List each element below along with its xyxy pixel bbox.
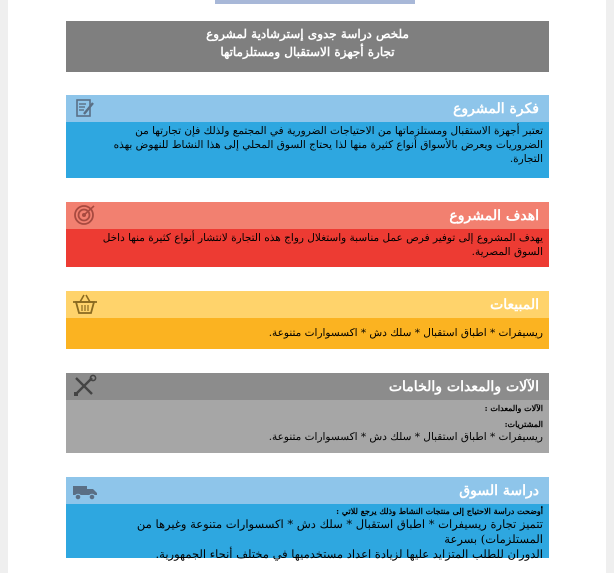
sales-line-1: ريسيفرات * اطباق استقبال * سلك دش * اكسسوارات متنوعة. xyxy=(268,327,543,339)
document-header xyxy=(66,21,549,72)
truck-icon xyxy=(70,478,100,502)
idea-line-1: تعتبر أجهزة الاستقبال ومستلزماتها من الاحتياجات الضرورية في المجتمع ولذلك فإن تجارتها من xyxy=(135,125,543,137)
header-line-1: ملخص دراسة جدوى إسترشادية لمشروع xyxy=(206,27,409,41)
market-line-2: الدوران للطلب المتزايد عليها لزيادة اعداد مستخدميها في مختلف أنحاء الجمهورية. xyxy=(155,547,543,561)
page-border-right xyxy=(606,0,614,573)
section-goal-body xyxy=(66,229,549,267)
section-sales-body xyxy=(66,318,549,349)
page-border-left xyxy=(0,0,8,573)
basket-icon xyxy=(70,292,100,316)
market-line-1: تتميز تجارة ريسيفرات * اطباق استقبال * سلك دش * اكسسوارات متنوعة وغيرها من المستلزمات) بسرعة xyxy=(136,517,543,546)
tools-icon xyxy=(70,374,100,398)
header-line-2: تجارة أجهزة الاستقبال ومستلزماتها xyxy=(220,45,395,59)
equipment-label-2: المشتريات: xyxy=(504,419,543,429)
equipment-label-1: الآلات والمعدات : xyxy=(484,403,543,413)
idea-line-2: الضروريات ويعرض بالأسواق أنواع كثيرة منها لذا يحتاج السوق المحلي إلى هذا النشاط للنهوض بهذه xyxy=(113,139,543,151)
top-strip xyxy=(215,0,415,4)
section-market-body xyxy=(66,504,549,561)
section-goal-title: اهدف المشروع xyxy=(66,202,549,229)
goal-line-1: يهدف المشروع إلى توفير فرص عمل مناسبة واستغلال رواج هذه التجارة لانتشار أنواع كثيرة منها داخل xyxy=(102,232,543,244)
idea-line-3: التجارة. xyxy=(509,153,543,165)
section-market-title: دراسة السوق xyxy=(66,477,549,504)
section-equipment-title: الآلات والمعدات والخامات xyxy=(66,373,549,400)
section-idea-title: فكرة المشروع xyxy=(66,95,549,122)
section-sales-title: المبيعات xyxy=(66,291,549,318)
section-idea-body xyxy=(66,122,549,178)
target-icon xyxy=(70,203,100,227)
edit-icon xyxy=(70,96,100,120)
section-equipment-body xyxy=(66,400,549,453)
equipment-line: ريسيفرات * اطباق استقبال * سلك دش * اكسسوارات متنوعة. xyxy=(268,431,543,443)
market-note: أوضحت دراسة الاحتياج إلى منتجات النشاط وذلك يرجع للاتي : xyxy=(336,506,543,516)
goal-line-2: السوق المصرية. xyxy=(471,246,543,258)
